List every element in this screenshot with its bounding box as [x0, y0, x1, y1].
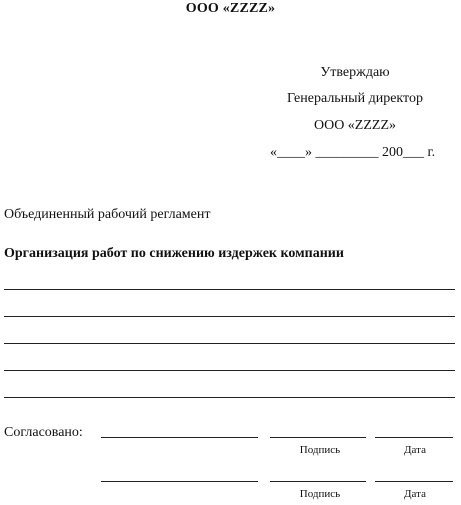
document-title: Организация работ по снижению издержек компании	[4, 246, 344, 261]
name-line	[101, 437, 258, 438]
fill-line	[4, 289, 455, 290]
name-line	[101, 481, 258, 482]
company-header: ООО «ZZZZ»	[185, 1, 276, 16]
date-line	[375, 481, 453, 482]
signature-line	[270, 481, 366, 482]
date-line	[375, 437, 453, 438]
fill-line	[4, 316, 455, 317]
signature-caption: Подпись	[299, 488, 341, 500]
director-position: Генеральный директор	[287, 91, 423, 106]
agreed-label: Согласовано:	[4, 425, 83, 440]
date-caption: Дата	[404, 444, 426, 456]
fill-line	[4, 343, 455, 344]
document-type: Объединенный рабочий регламент	[4, 207, 211, 222]
signature-caption: Подпись	[299, 444, 341, 456]
date-caption: Дата	[404, 488, 426, 500]
signature-line	[270, 437, 366, 438]
approve-label: Утверждаю	[320, 65, 390, 80]
approval-company: ООО «ZZZZ»	[313, 118, 397, 133]
fill-line	[4, 370, 455, 371]
approval-date-line: «____» _________ 200___ г.	[270, 145, 436, 160]
fill-line	[4, 397, 455, 398]
